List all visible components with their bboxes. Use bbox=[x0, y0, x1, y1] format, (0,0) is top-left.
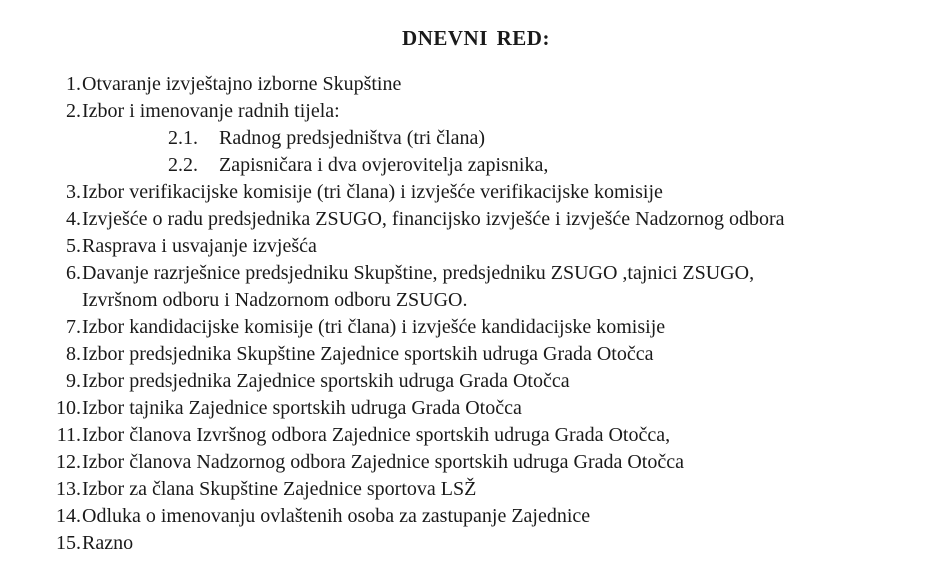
item-number: 5. bbox=[66, 235, 81, 257]
subitem-text: Radnog predsjedništva (tri člana) bbox=[219, 127, 486, 149]
agenda-item-14 bbox=[0, 503, 952, 530]
item-text: Razno bbox=[82, 532, 134, 554]
item-text: Izbor tajnika Zajednice sportskih udruga Grada Otočca bbox=[82, 397, 522, 419]
item-text: Davanje razrješnice predsjedniku Skupštine, predsjedniku ZSUGO ,tajnici ZSUGO, bbox=[82, 262, 755, 284]
subitem-text: Zapisničara i dva ovjerovitelja zapisnika, bbox=[219, 154, 549, 176]
item-text: Odluka o imenovanju ovlaštenih osoba za zastupanje Zajednice bbox=[82, 505, 591, 527]
item-number: 1. bbox=[66, 73, 81, 95]
item-number: 12. bbox=[56, 451, 81, 473]
item-number: 3. bbox=[66, 181, 81, 203]
item-text: Izbor predsjednika Skupštine Zajednice sportskih udruga Grada Otočca bbox=[82, 343, 654, 365]
agenda-item-13 bbox=[0, 476, 952, 503]
agenda-item-11 bbox=[0, 422, 952, 449]
subitem-number: 2.2. bbox=[168, 154, 198, 176]
item-text: Izbor i imenovanje radnih tijela: bbox=[82, 100, 340, 122]
agenda-item-4 bbox=[0, 206, 952, 233]
item-text: Izbor kandidacijske komisije (tri člana) i izvješće kandidacijske komisije bbox=[82, 316, 666, 338]
agenda-list bbox=[0, 71, 952, 557]
agenda-item-6-continuation bbox=[0, 287, 952, 314]
item-number: 7. bbox=[66, 316, 81, 338]
item-text: Izbor članova Izvršnog odbora Zajednice sportskih udruga Grada Otočca, bbox=[82, 424, 671, 446]
item-text: Otvaranje izvještajno izborne Skupštine bbox=[82, 73, 402, 95]
agenda-item-10 bbox=[0, 395, 952, 422]
item-number: 9. bbox=[66, 370, 81, 392]
item-text: Izbor za člana Skupštine Zajednice sportova LSŽ bbox=[82, 478, 477, 500]
item-number: 14. bbox=[56, 505, 81, 527]
item-text: Rasprava i usvajanje izvješća bbox=[82, 235, 317, 257]
item-text: Izbor predsjednika Zajednice sportskih udruga Grada Otočca bbox=[82, 370, 570, 392]
item-text: Izbor verifikacijske komisije (tri člana) i izvješće verifikacijske komisije bbox=[82, 181, 663, 203]
item-number: 8. bbox=[66, 343, 81, 365]
item-number: 10. bbox=[56, 397, 81, 419]
agenda-item-7 bbox=[0, 314, 952, 341]
agenda-item-12 bbox=[0, 449, 952, 476]
agenda-item-8 bbox=[0, 341, 952, 368]
item-number: 13. bbox=[56, 478, 81, 500]
agenda-item-1 bbox=[0, 71, 952, 98]
agenda-item-3 bbox=[0, 179, 952, 206]
agenda-item-6 bbox=[0, 260, 952, 287]
item-text: Izbor članova Nadzornog odbora Zajednice sportskih udruga Grada Otočca bbox=[82, 451, 684, 473]
agenda-item-2 bbox=[0, 98, 952, 125]
agenda-item-5 bbox=[0, 233, 952, 260]
item-text: Izvješće o radu predsjednika ZSUGO, financijsko izvješće i izvješće Nadzornog odbora bbox=[82, 208, 785, 230]
item-number: 2. bbox=[66, 100, 81, 122]
item-number: 11. bbox=[56, 424, 81, 446]
item-number: 15. bbox=[56, 532, 81, 554]
agenda-item-9 bbox=[0, 368, 952, 395]
item-number: 6. bbox=[66, 262, 81, 284]
agenda-item-15 bbox=[0, 530, 952, 557]
agenda-title: DNEVNI RED: bbox=[402, 26, 550, 50]
subitem-number: 2.1. bbox=[168, 127, 198, 149]
agenda-subitem-2-1 bbox=[0, 125, 952, 152]
item-number: 4. bbox=[66, 208, 81, 230]
agenda-subitem-2-2 bbox=[0, 152, 952, 179]
item-text-continuation: Izvršnom odboru i Nadzornom odboru ZSUGO. bbox=[82, 289, 468, 311]
